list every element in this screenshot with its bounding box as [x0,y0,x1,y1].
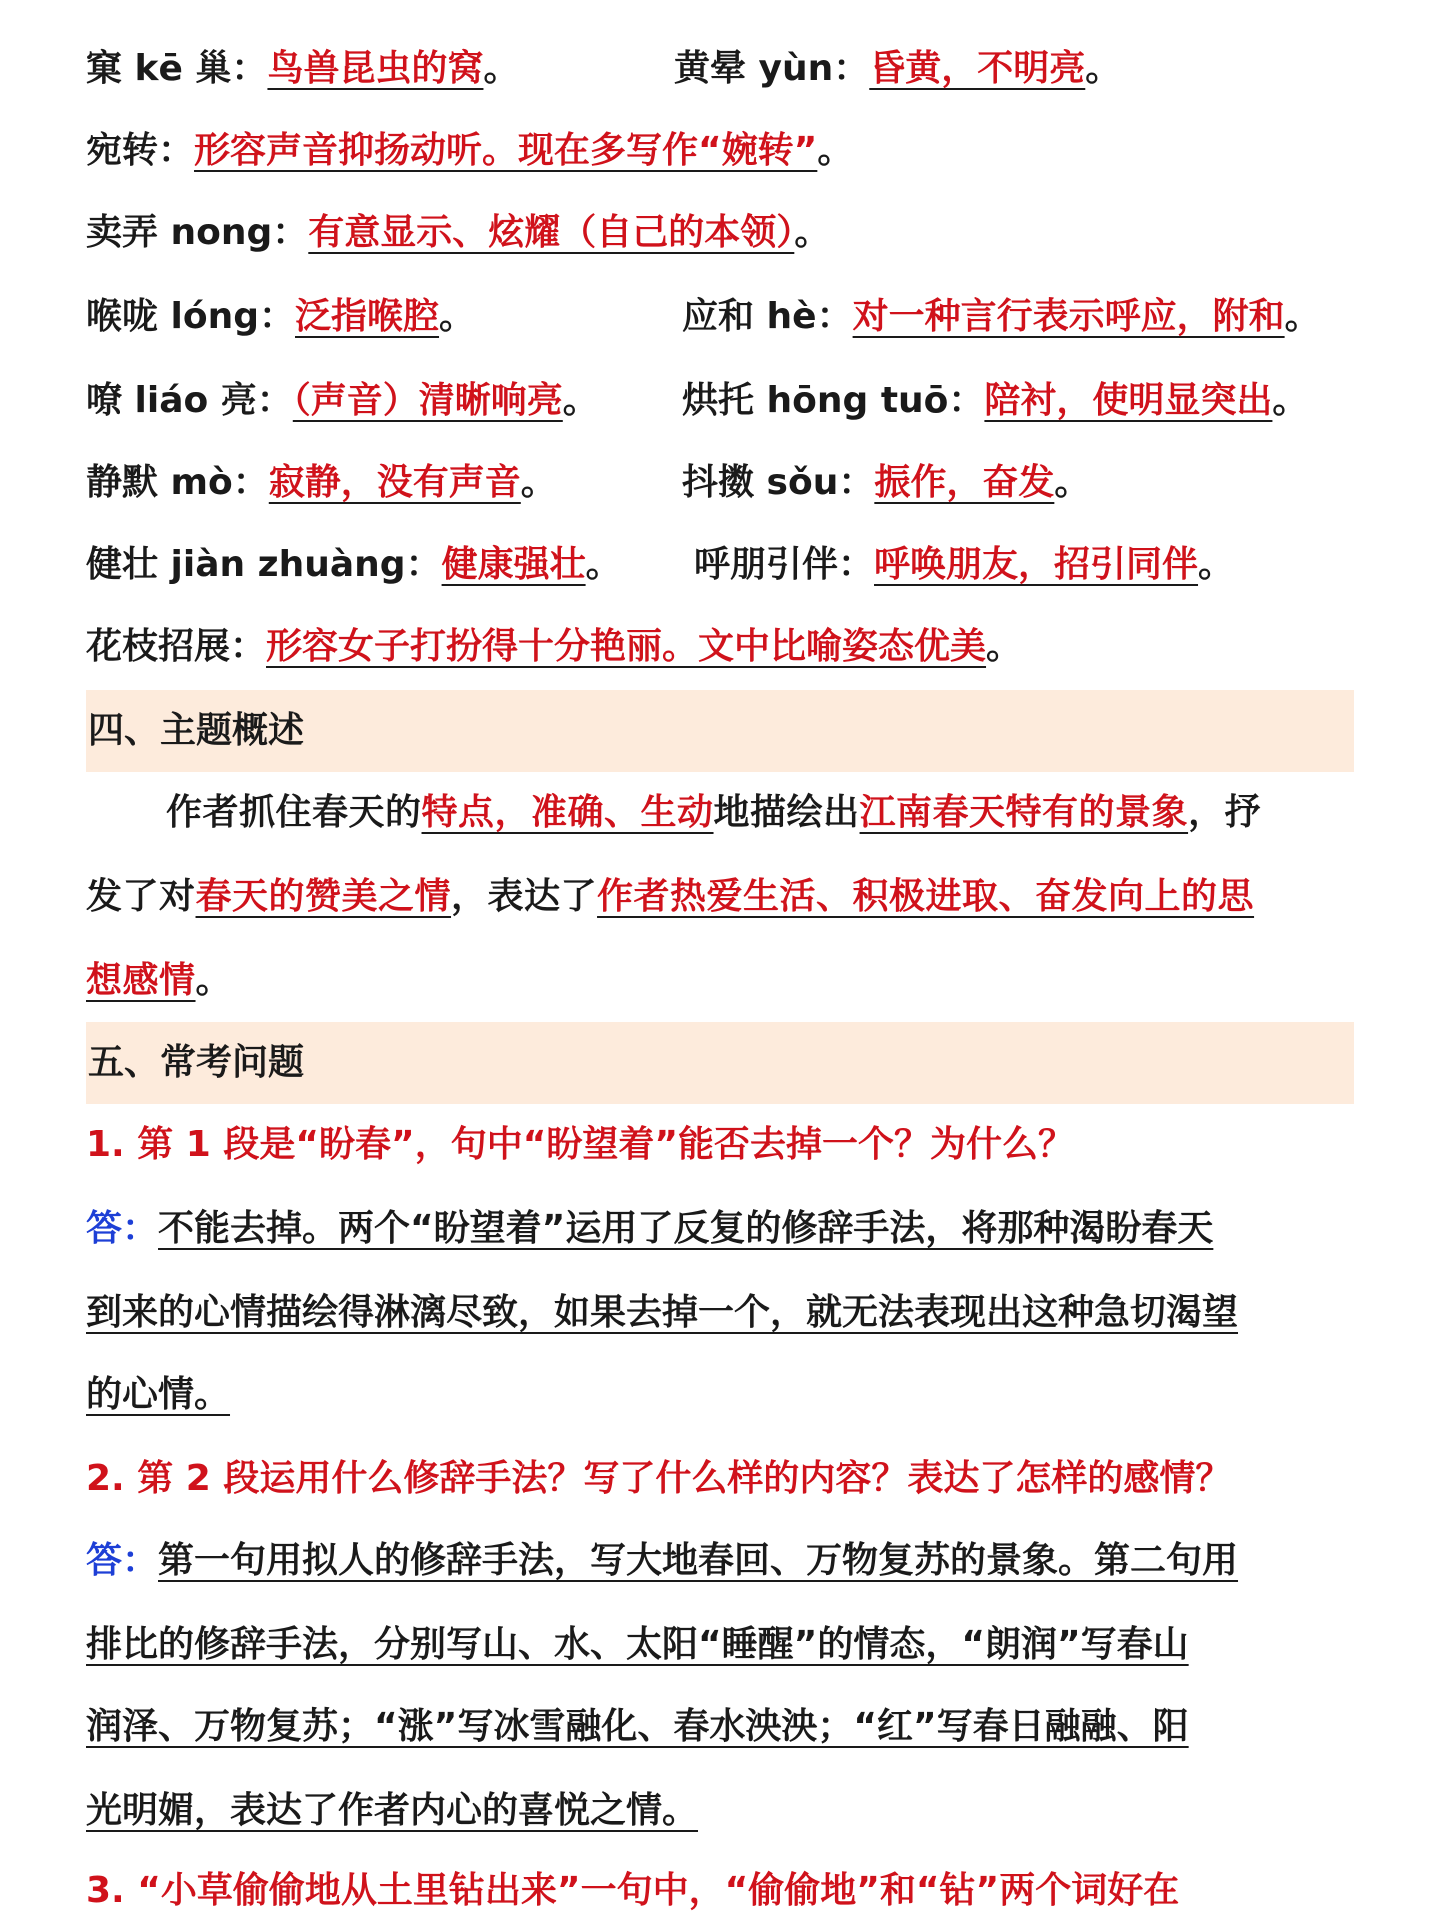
answer-2-line: 光明媚，表达了作者内心的喜悦之情。 [86,1790,699,1831]
vocab-definition: 对一种言行表示呼应，附和 [852,296,1285,337]
vocab-term: 应和 hè： [682,296,853,337]
answer-1-line: 到来的心情描绘得淋漓尽致，如果去掉一个，就无法表现出这种急切渴望 [86,1292,1239,1333]
highlight-text: 想感情 [86,960,196,1001]
vocab-term: 花枝招展： [86,626,267,667]
vocab-entry: 花枝招展：形容女子打扮得十分艳丽。文中比喻姿态优美。 [86,626,1023,667]
highlight-text: 特点，准确、生动 [421,792,714,833]
answer-1-line: 答：不能去掉。两个“盼望着”运用了反复的修辞手法，将那种渴盼春天 [86,1208,1214,1249]
vocab-term: 黄晕 yùn： [674,48,870,89]
question-1: 1. 第 1 段是“盼春”，句中“盼望着”能否去掉一个？为什么？ [86,1124,1075,1165]
section-heading-questions: 五、常考问题 [86,1022,1354,1104]
vocab-entry: 宛转：形容声音抑扬动听。现在多写作“婉转”。 [86,130,854,171]
vocab-definition: 泛指喉腔 [295,296,440,337]
vocab-term: 窠 kē 巢： [86,48,268,89]
vocab-term: 喉咙 lóng： [86,296,296,337]
vocab-entry: 喉咙 lóng：泛指喉腔。 [86,296,476,337]
vocab-entry: 抖擞 sǒu：振作，奋发。 [682,462,1091,503]
answer-label: 答： [86,1540,159,1581]
answer-2-line: 排比的修辞手法，分别写山、水、太阳“睡醒”的情态，“朗润”写春山 [86,1624,1189,1665]
highlight-text: 江南春天特有的景象 [859,792,1189,833]
vocab-term: 宛转： [86,130,195,171]
answer-2-line: 润泽、万物复苏；“涨”写冰雪融化、春水泱泱；“红”写春日融融、阳 [86,1706,1189,1747]
vocab-definition: 陪衬，使明显突出 [984,380,1273,421]
vocab-row [86,122,1354,180]
vocab-term: 卖弄 nong： [86,212,309,253]
section-heading-theme: 四、主题概述 [86,690,1354,772]
vocab-row [86,618,1354,676]
vocab-term: 抖擞 sǒu： [682,462,875,503]
vocab-row [86,454,1354,512]
vocab-term: 健壮 jiàn zhuàng： [86,544,442,585]
vocab-row [86,204,1354,262]
vocab-entry: 嘹 liáo 亮：（声音）清晰响亮。 [86,380,599,421]
vocab-entry: 健壮 jiàn zhuàng：健康强壮。 [86,544,622,585]
highlight-text: 作者热爱生活、积极进取、奋发向上的思 [597,876,1255,917]
vocab-row [86,372,1354,430]
vocab-definition: 呼唤朋友，招引同伴 [874,544,1199,585]
vocab-definition: 振作，奋发 [874,462,1055,503]
vocab-term: 烘托 hōng tuō： [682,380,985,421]
vocab-row [86,40,1354,98]
highlight-text: 春天的赞美之情 [195,876,452,917]
vocab-definition: （声音）清晰响亮 [292,380,563,421]
vocab-entry: 窠 kē 巢：鸟兽昆虫的窝。 [86,48,520,89]
answer-2-line: 答：第一句用拟人的修辞手法，写大地春回、万物复苏的景象。第二句用 [86,1540,1239,1581]
vocab-definition: 鸟兽昆虫的窝 [267,48,484,89]
question-3: 3. “小草偷偷地从土里钻出来”一句中，“偷偷地”和“钻”两个词好在 [86,1870,1180,1911]
vocab-entry: 呼朋引伴：呼唤朋友，招引同伴。 [694,544,1235,585]
vocab-definition: 寂静，没有声音 [268,462,521,503]
vocab-entry: 静默 mò：寂静，没有声音。 [86,462,557,503]
vocab-row [86,536,1354,594]
question-2: 2. 第 2 段运用什么修辞手法？写了什么样的内容？表达了怎样的感情？ [86,1458,1232,1499]
vocab-definition: 昏黄，不明亮 [869,48,1086,89]
vocab-definition: 形容声音抑扬动听。现在多写作“婉转” [194,130,818,171]
vocab-definition: 形容女子打扮得十分艳丽。文中比喻姿态优美 [266,626,987,667]
vocab-row [86,288,1354,346]
vocab-term: 呼朋引伴： [694,544,875,585]
theme-paragraph-line: 作者抓住春天的特点，准确、生动地描绘出江南春天特有的景象，抒 [166,792,1262,833]
vocab-entry: 烘托 hōng tuō：陪衬，使明显突出。 [682,380,1309,421]
vocab-entry: 应和 hè：对一种言行表示呼应，附和。 [682,296,1321,337]
vocab-definition: 有意显示、炫耀（自己的本领） [308,212,795,253]
answer-1-line: 的心情。 [86,1374,231,1415]
vocab-definition: 健康强壮 [441,544,586,585]
answer-label: 答： [86,1208,159,1249]
theme-paragraph-line: 发了对春天的赞美之情，表达了作者热爱生活、积极进取、奋发向上的思 [86,876,1255,917]
vocab-term: 静默 mò： [86,462,269,503]
vocab-term: 嘹 liáo 亮： [86,380,293,421]
vocab-entry: 黄晕 yùn：昏黄，不明亮。 [674,48,1122,89]
vocab-entry: 卖弄 nong：有意显示、炫耀（自己的本领）。 [86,212,831,253]
theme-paragraph-line: 想感情。 [86,960,233,1001]
